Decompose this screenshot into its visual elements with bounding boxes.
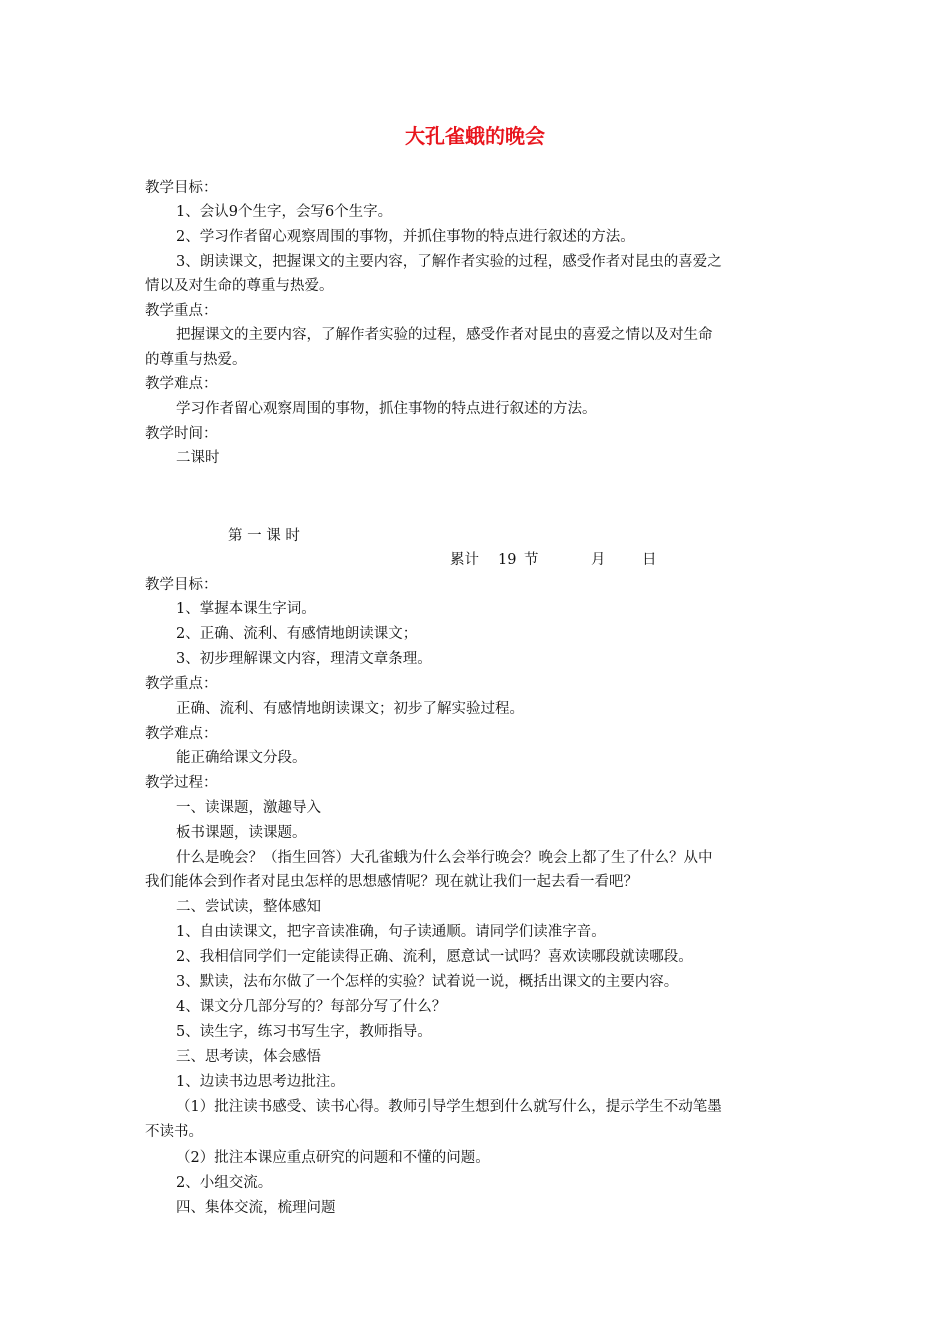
focus-text-continued: 的尊重与热爱。: [145, 352, 247, 368]
cumulative-label: 累计: [450, 552, 479, 568]
process-item: 5、读生字，练习书写生字，教师指导。: [176, 1024, 432, 1040]
month-label: 月: [591, 552, 606, 568]
focus-text: 正确、流利、有感情地朗读课文；初步了解实验过程。: [176, 701, 524, 717]
section-heading-goals: 教学目标：: [145, 180, 218, 196]
goal-item: 3、初步理解课文内容，理清文章条理。: [176, 651, 432, 667]
day-label: 日: [642, 552, 657, 568]
focus-text: 把握课文的主要内容，了解作者实验的过程，感受作者对昆虫的喜爱之情以及对生命: [176, 327, 713, 343]
cumulative-count: 19: [498, 552, 517, 568]
section-heading-goals: 教学目标：: [145, 577, 218, 593]
goal-item: 3、朗读课文，把握课文的主要内容，了解作者实验的过程，感受作者对昆虫的喜爱之: [176, 254, 722, 270]
goal-item: 2、学习作者留心观察周围的事物，并抓住事物的特点进行叙述的方法。: [176, 229, 635, 245]
goal-item: 1、会认9个生字，会写6个生字。: [176, 204, 393, 220]
section-heading-difficulty: 教学难点：: [145, 726, 218, 742]
process-step: 四、集体交流，梳理问题: [176, 1200, 336, 1216]
difficulty-text: 能正确给课文分段。: [176, 750, 307, 766]
section-heading-focus: 教学重点：: [145, 303, 218, 319]
process-item: 1、边读书边思考边批注。: [176, 1074, 345, 1090]
section-unit: 节: [524, 552, 539, 568]
process-item: 2、小组交流。: [176, 1175, 273, 1191]
process-paragraph-continued: 我们能体会到作者对昆虫怎样的思想感情呢？现在就让我们一起去看一看吧？: [145, 874, 638, 890]
process-step: 三、思考读，体会感悟: [176, 1049, 321, 1065]
goal-item-continued: 情以及对生命的尊重与热爱。: [145, 278, 334, 294]
process-subitem-continued: 不读书。: [145, 1124, 203, 1140]
process-item: 4、课文分几部分写的？每部分写了什么？: [176, 999, 447, 1015]
goal-item: 1、掌握本课生字词。: [176, 601, 316, 617]
section-heading-process: 教学过程：: [145, 775, 218, 791]
lesson-heading: 第 一 课 时: [228, 528, 300, 544]
process-paragraph: 板书课题，读课题。: [176, 825, 307, 841]
process-item: 2、我相信同学们一定能读得正确、流利，愿意试一试吗？喜欢读哪段就读哪段。: [176, 949, 693, 965]
section-heading-focus: 教学重点：: [145, 676, 218, 692]
time-text: 二课时: [176, 450, 220, 466]
goal-item: 2、正确、流利、有感情地朗读课文；: [176, 626, 418, 642]
process-step: 二、尝试读，整体感知: [176, 899, 321, 915]
difficulty-text: 学习作者留心观察周围的事物，抓住事物的特点进行叙述的方法。: [176, 401, 597, 417]
process-step: 一、读课题，激趣导入: [176, 800, 321, 816]
section-heading-difficulty: 教学难点：: [145, 376, 218, 392]
process-subitem: （2）批注本课应重点研究的问题和不懂的问题。: [176, 1150, 490, 1166]
process-subitem: （1）批注读书感受、读书心得。教师引导学生想到什么就写什么，提示学生不动笔墨: [176, 1099, 722, 1115]
process-item: 1、自由读课文，把字音读准确，句子读通顺。请同学们读准字音。: [176, 924, 606, 940]
document-title: 大孔雀蛾的晚会: [405, 124, 545, 148]
process-paragraph: 什么是晚会？（指生回答）大孔雀蛾为什么会举行晚会？晚会上都了生了什么？从中: [176, 850, 713, 866]
process-item: 3、默读，法布尔做了一个怎样的实验？试着说一说，概括出课文的主要内容。: [176, 974, 679, 990]
section-heading-time: 教学时间：: [145, 426, 218, 442]
